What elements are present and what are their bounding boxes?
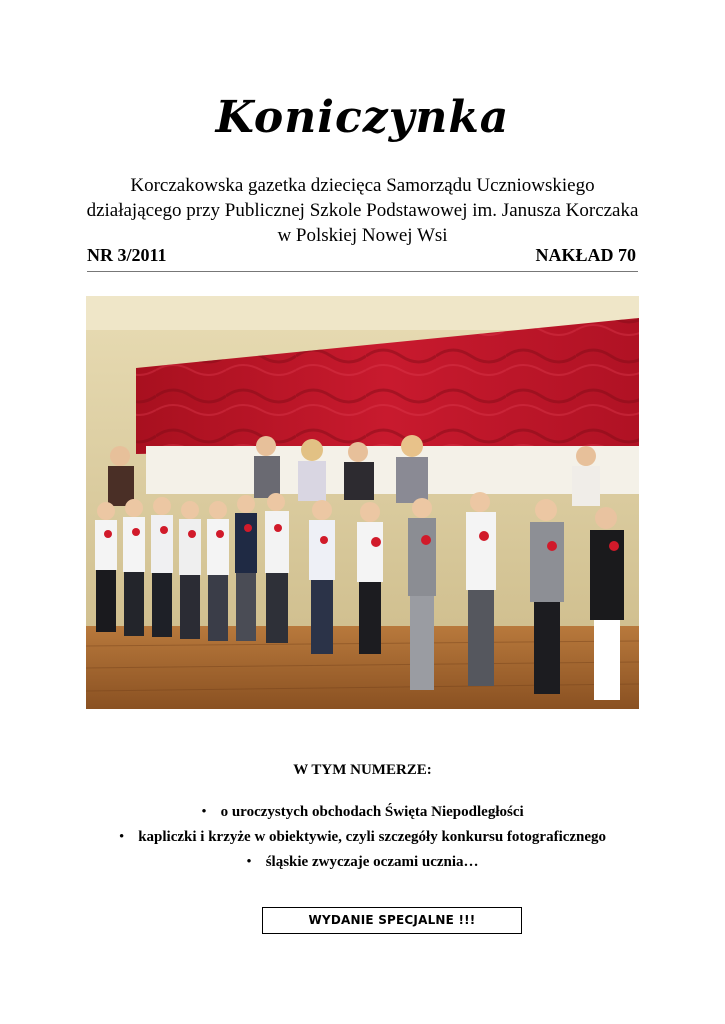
subtitle-line: działającego przy Publicznej Szkole Podstawowej im. Janusza Korczaka <box>86 200 639 221</box>
circulation: NAKŁAD 70 <box>535 245 636 265</box>
subtitle-line: Korczakowska gazetka dziecięca Samorządu Uczniowskiego <box>130 175 595 196</box>
list-item-text: kapliczki i krzyże w obiektywie, czyli szczegóły konkursu fotograficznego <box>138 829 607 845</box>
photo-ceiling <box>86 296 639 330</box>
list-item-text: o uroczystych obchodach Święta Niepodległości <box>220 804 524 820</box>
issue-number: NR 3/2011 <box>87 245 167 265</box>
special-edition-box: WYDANIE SPECJALNE !!! <box>262 907 522 934</box>
contents-heading: W TYM NUMERZE: <box>293 762 432 778</box>
list-item-text: śląskie zwyczaje oczami ucznia… <box>265 854 479 870</box>
list-item <box>0 850 725 875</box>
list-item <box>0 825 725 850</box>
newsletter-title: Koniczynka <box>215 92 510 143</box>
bullet: • <box>246 854 252 870</box>
list-item <box>0 800 725 825</box>
bullet: • <box>118 829 125 845</box>
subtitle-line: w Polskiej Nowej Wsi <box>277 225 448 246</box>
photo-window <box>146 446 639 494</box>
contents-list <box>0 800 725 875</box>
newsletter-subtitle <box>60 173 665 248</box>
issue-info-bar <box>87 245 638 272</box>
cover-photo <box>86 296 639 709</box>
bullet: • <box>201 804 207 820</box>
